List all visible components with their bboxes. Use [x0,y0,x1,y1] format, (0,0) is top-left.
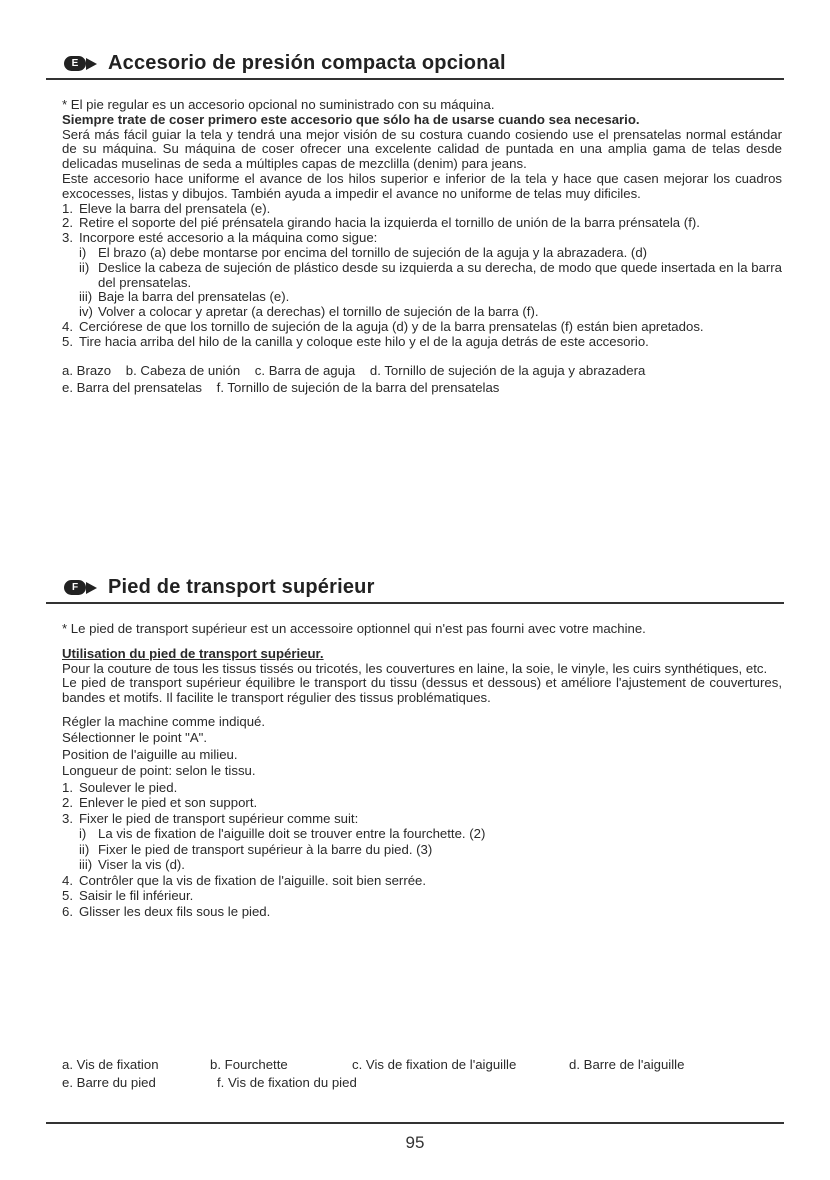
footer-divider [46,1122,784,1124]
substep-es-iv: iv) Volver a colocar y apretar (a derechas) el tornillo de sujeción de la barra (f). [79,304,539,320]
step-es-3: 3. Incorpore esté accesorio a la máquina como sigue: i) El brazo (a) debe montarse por encima del tornillo de sujeción de la aguja y la abrazadera. (d) ii) Deslice la cabeza de sujeción de plástico desde su izquierda a su derecha, de modo que quede insertada en la barra del prensatelas. iii) Baje la barra del prensatelas (e). iv) Volver a colocar y apretar (a derechas) el tornillo de sujeción de la barra (f). [62,230,782,320]
step-fr-6: 6. Glisser les deux fils sous le pied. [62,903,271,919]
legend-fr-b: b. Fourchette [210,1057,288,1072]
setting-fr-4: Longueur de point: selon le tissu. [62,763,256,779]
step-fr-3: 3. Fixer le pied de transport supérieur comme suit: i) La vis de fixation de l'aiguille doit se trouver entre la fourchette. (2) ii) Fixer le pied de transport supérieur à la barre du pied. (3) iii) Viser la vis (d). [62,811,782,873]
legend-fr-c: c. Vis de fixation de l'aiguille [352,1057,517,1072]
settings-fr [62,714,782,780]
section-header-es [46,46,784,80]
step-es-1: 1. Eleve la barra del prensatela (e). [62,200,271,216]
paragraph-fr-1: Pour la couture de tous les tissus tissés ou tricotés, les couvertures en laine, la soie, le vinyle, les cuirs synthétiques, etc. [62,660,768,676]
warning-es: Siempre trate de coser primero este accesorio que sólo ha de usarse cuando sea necesario. [62,111,640,127]
substep-fr-iii: iii) Viser la vis (d). [79,857,185,873]
legend-fr-f: f. Vis de fixation du pied [217,1074,357,1090]
step-fr-5: 5. Saisir le fil inférieur. [62,888,194,904]
section-title-es: Accesorio de presión compacta opcional [108,52,506,74]
language-badge-e-icon: E [64,56,86,71]
section-body-es [62,98,782,396]
legend-fr-row-1 [62,1058,782,1073]
step-es-2: 2. Retire el soporte del pié prénsatela girando hacia la izquierda el tornillo de unión de la barra prénsatela (f). [62,215,700,231]
section-title-fr: Pied de transport supérieur [108,576,375,598]
setting-fr-3: Position de l'aiguille au milieu. [62,746,238,762]
substep-fr-ii: ii) Fixer le pied de transport supérieur à la barre du pied. (3) [79,841,433,857]
section-header-fr [46,570,784,604]
step-fr-1: 1. Soulever le pied. [62,779,178,795]
step-es-5: 5. Tire hacia arriba del hilo de la canilla y coloque este hilo y el de la aguja detrás de este accesorio. [62,333,649,349]
substep-fr-i: i) La vis de fixation de l'aiguille doit se trouver entre la fourchette. (2) [79,826,486,842]
page-number: 95 [405,1133,425,1152]
step-fr-4: 4. Contrôler que la vis de fixation de l'aiguille. soit bien serrée. [62,872,427,888]
steps-list-fr [62,780,782,920]
steps-list-es [62,202,782,350]
substeps-fr [62,826,782,873]
substep-es-i: i) El brazo (a) debe montarse por encima del tornillo de sujeción de la aguja y la abrazadera. (d) [79,244,648,260]
legend-fr-a: a. Vis de fixation [62,1057,159,1072]
legend-fr-row-2 [62,1076,782,1091]
language-badge-f-icon: F [64,580,86,595]
paragraph-es-2: Este accesorio hace uniforme el avance de los hilos superior e inferior de la tela y hace que casen mejorar los cuadros excocesses, listas y dibujos. También ayuda a impedir el avance no uniforme de telas muy dificiles. [62,170,782,201]
paragraph-es-1: Será más fácil guiar la tela y tendrá una mejor visión de su costura cuando cosiendo use el prensatelas normal estándar de su máquina. Su máquina de coser ofrecer una excelente calidad de puntada en una amplia gama de telas desde delicadas muselinas de seda a múltiples capas de mezclilla (denim) para jeans. [62,126,782,172]
subheading-fr: Utilisation du pied de transport supérieur. [62,645,324,661]
legend-es-1: a. Brazo b. Cabeza de unión c. Barra de aguja d. Tornillo de sujeción de la aguja y abrazadera [62,362,646,378]
setting-fr-2: Sélectionner le point "A". [62,730,207,746]
legend-es-2: e. Barra del prensatelas f. Tornillo de sujeción de la barra del prensatelas [62,380,500,396]
step-es-4: 4. Cerciórese de que los tornillo de sujeción de la aguja (d) y de la barra prensatelas (f) están bien apretados. [62,318,704,334]
note-es: * El pie regular es un accesorio opcional no suministrado con su máquina. [62,97,495,112]
substep-es-iii: iii) Baje la barra del prensatelas (e). [79,289,290,305]
step-fr-2: 2. Enlever le pied et son support. [62,795,258,811]
paragraph-fr-2: Le pied de transport supérieur équilibre le transport du tissu (dessus et dessous) et améliore l'ajustement de couvertures, bandes et motifs. Il facilite le transport régulier des tissus problématiques. [62,675,782,706]
legend-fr-d: d. Barre de l'aiguille [569,1057,685,1072]
section-body-fr [62,622,782,919]
note-fr: * Le pied de transport supérieur est un accessoire optionnel qui n'est pas fourni avec votre machine. [62,621,646,636]
substep-es-ii: ii) Deslice la cabeza de sujeción de plástico desde su izquierda a su derecha, de modo que quede insertada en la barra del prensatelas. [79,259,782,290]
substeps-es [62,246,782,320]
legend-fr [62,1058,782,1091]
setting-fr-1: Régler la machine comme indiqué. [62,713,266,729]
legend-fr-e: e. Barre du pied [62,1074,156,1090]
